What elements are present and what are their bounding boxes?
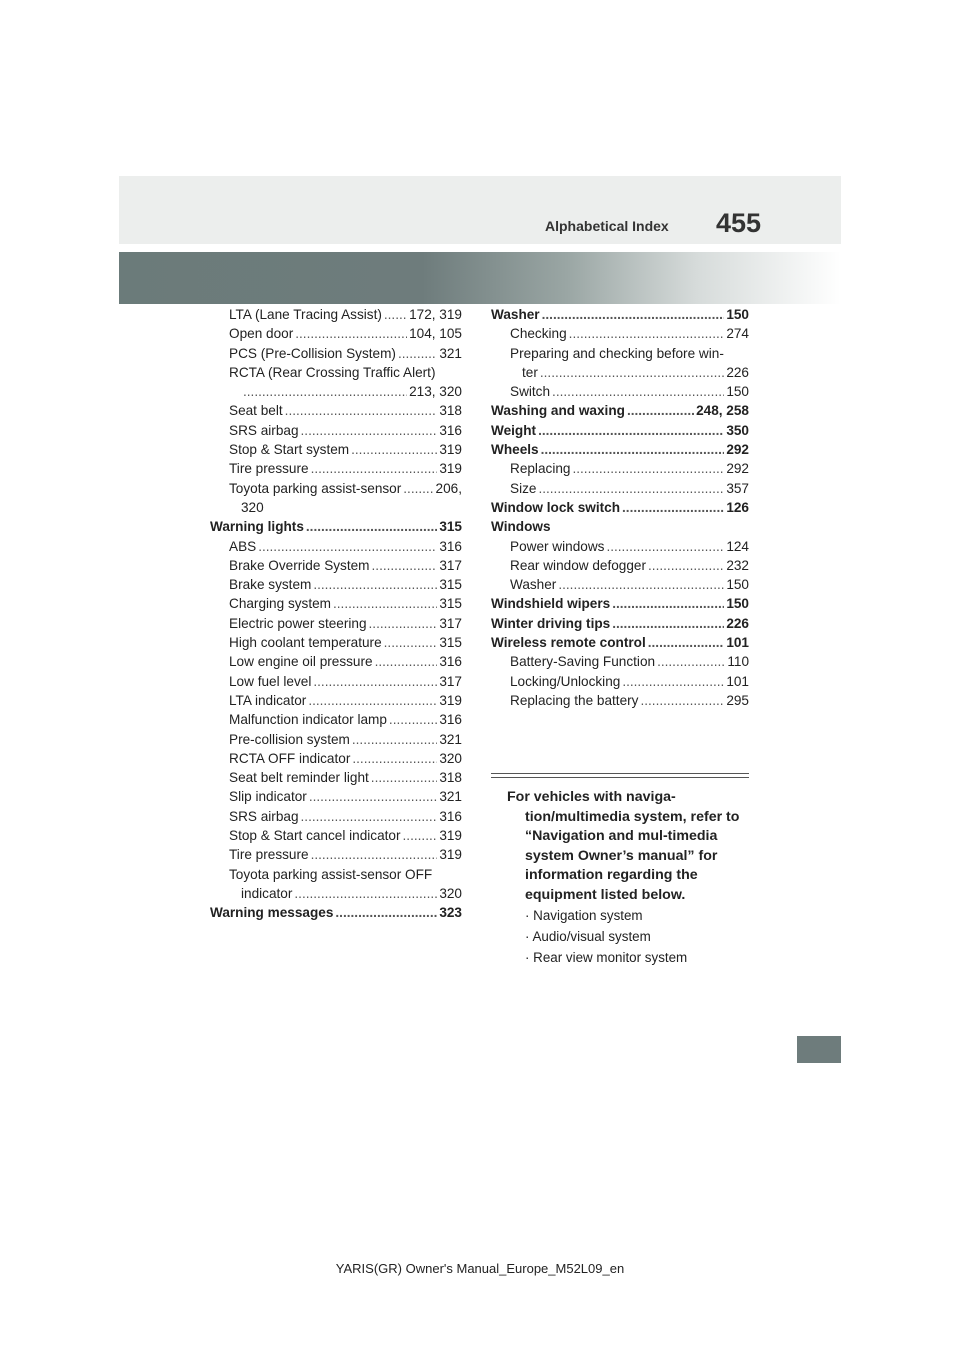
entry-page-ref: 150: [726, 307, 749, 322]
entry-label: Replacing: [510, 461, 571, 477]
entry-page-ref: 150: [726, 384, 749, 400]
leader-dots: [606, 537, 724, 556]
entry-page-ref: 321: [439, 731, 462, 747]
entry-label: Tire pressure: [229, 461, 309, 477]
leader-dots: [538, 479, 724, 498]
leader-dots: [301, 421, 438, 440]
entry-label: Locking/Unlocking: [510, 673, 621, 689]
leader-dots: [243, 382, 407, 401]
leader-dots: [541, 440, 725, 459]
entry-label: Toyota parking assist-sensor: [229, 480, 402, 496]
index-column-left: [210, 305, 462, 923]
entry-label: ter: [522, 364, 538, 380]
leader-dots: [569, 324, 725, 343]
index-entry: [210, 575, 462, 594]
index-heading: Windows: [491, 519, 551, 535]
index-entry-text: 320: [241, 499, 264, 515]
index-entry: [210, 537, 462, 556]
entry-label: Washer: [510, 577, 557, 593]
index-entry: [210, 421, 462, 440]
entry-page-ref: 315: [439, 596, 462, 612]
entry-label: Wheels: [491, 442, 539, 458]
index-entry: [210, 845, 462, 864]
entry-label: Warning lights: [210, 519, 304, 535]
entry-page-ref: 126: [726, 499, 749, 515]
index-entry: [491, 459, 749, 478]
entry-page-ref: 316: [439, 422, 462, 438]
leader-dots: [648, 633, 725, 652]
leader-dots: [308, 691, 437, 710]
index-heading: [210, 517, 462, 536]
leader-dots: [572, 459, 724, 478]
note-list-item: · Navigation system: [525, 908, 643, 923]
note-list-item: · Audio/visual system: [525, 929, 651, 944]
header-gradient-band: [119, 252, 841, 304]
index-entry: [210, 691, 462, 710]
index-entry: [210, 884, 462, 903]
leader-dots: [542, 305, 725, 324]
index-entry: [210, 652, 462, 671]
entry-label: Washing and waxing: [491, 403, 625, 419]
entry-label: Seat belt: [229, 403, 283, 419]
index-entry: [210, 614, 462, 633]
index-entry: [210, 807, 462, 826]
index-entry: [491, 537, 749, 556]
entry-label: LTA (Lane Tracing Assist): [229, 307, 382, 322]
index-heading: [491, 498, 749, 517]
leader-dots: [311, 845, 438, 864]
leader-dots: [313, 575, 437, 594]
leader-dots: [657, 652, 725, 671]
index-entry: [210, 382, 462, 401]
index-heading: [491, 594, 749, 613]
entry-page-ref: 172, 319: [409, 307, 462, 322]
entry-label: Charging system: [229, 596, 331, 612]
entry-label: Window lock switch: [491, 499, 621, 515]
entry-label: LTA indicator: [229, 692, 307, 708]
leader-dots: [295, 324, 407, 343]
entry-label: Rear window defogger: [510, 557, 647, 573]
entry-label: ABS: [229, 538, 257, 554]
entry-label: Open door: [229, 326, 294, 342]
entry-page-ref: 323: [439, 905, 462, 921]
entry-page-ref: 316: [439, 712, 462, 728]
index-entry: [210, 768, 462, 787]
leader-dots: [389, 710, 437, 729]
entry-label: Seat belt reminder light: [229, 770, 369, 786]
leader-dots: [612, 594, 724, 613]
section-title: Alphabetical Index: [545, 218, 669, 234]
entry-label: SRS airbag: [229, 422, 299, 438]
entry-label: Power windows: [510, 538, 605, 554]
leader-dots: [552, 382, 724, 401]
entry-page-ref: 315: [439, 635, 462, 651]
entry-label: Pre-collision system: [229, 731, 350, 747]
index-entry: [210, 344, 462, 363]
leader-dots: [622, 498, 724, 517]
entry-page-ref: 319: [439, 461, 462, 477]
index-entry: [491, 691, 749, 710]
entry-label: Low fuel level: [229, 673, 312, 689]
leader-dots: [372, 556, 438, 575]
note-list-item: · Rear view monitor system: [525, 950, 688, 965]
entry-label: Malfunction indicator lamp: [229, 712, 387, 728]
entry-label: Weight: [491, 422, 537, 438]
entry-page-ref: 292: [726, 442, 749, 458]
footer-manual-id: YARIS(GR) Owner's Manual_Europe_M52L09_en: [335, 1261, 625, 1276]
page-number: 455: [716, 208, 762, 238]
leader-dots: [384, 305, 407, 324]
note-heading: For vehicles with naviga-tion/multimedia system, refer to “Navigation and mul-timedia system Owner’s manual” for information regarding the equipment listed below.: [507, 789, 740, 903]
entry-page-ref: 320: [439, 750, 462, 766]
entry-page-ref: 213, 320: [409, 384, 462, 400]
index-entry: [210, 459, 462, 478]
leader-dots: [352, 730, 437, 749]
entry-label: RCTA OFF indicator: [229, 750, 351, 766]
leader-dots: [333, 594, 437, 613]
index-entry: [210, 633, 462, 652]
entry-page-ref: 315: [439, 519, 462, 535]
leader-dots: [309, 787, 437, 806]
index-entry: [210, 672, 462, 691]
entry-page-ref: 320: [439, 885, 462, 901]
entry-label: Windshield wipers: [491, 596, 611, 612]
entry-page-ref: 295: [726, 692, 749, 708]
index-entry: [210, 305, 462, 324]
entry-label: Warning messages: [210, 905, 334, 921]
entry-label: Stop & Start system: [229, 442, 350, 458]
entry-page-ref: 101: [726, 635, 749, 651]
index-entry: [210, 787, 462, 806]
index-entry: [210, 710, 462, 729]
entry-page-ref: 206,: [435, 480, 462, 496]
entry-page-ref: 321: [439, 789, 462, 805]
index-column-right: [491, 305, 749, 710]
leader-dots: [384, 633, 438, 652]
index-entry: [210, 324, 462, 343]
index-entry: [491, 324, 749, 343]
index-heading: [491, 614, 749, 633]
leader-dots: [612, 614, 724, 633]
entry-page-ref: 316: [439, 538, 462, 554]
entry-label: PCS (Pre-Collision System): [229, 345, 396, 361]
entry-page-ref: 101: [726, 673, 749, 689]
entry-page-ref: 274: [726, 326, 749, 342]
entry-label: Switch: [510, 384, 551, 400]
index-entry: [491, 672, 749, 691]
leader-dots: [285, 401, 438, 420]
leader-dots: [398, 344, 437, 363]
entry-page-ref: 321: [439, 345, 462, 361]
leader-dots: [371, 768, 438, 787]
index-entry: [210, 440, 462, 459]
leader-dots: [306, 517, 437, 536]
entry-label: Brake system: [229, 577, 312, 593]
entry-label: Washer: [491, 307, 540, 322]
index-entry-text: RCTA (Rear Crossing Traffic Alert): [229, 364, 436, 380]
entry-page-ref: 315: [439, 577, 462, 593]
entry-label: Electric power steering: [229, 615, 367, 631]
entry-label: Wireless remote control: [491, 635, 646, 651]
entry-page-ref: 319: [439, 692, 462, 708]
entry-page-ref: 350: [726, 422, 749, 438]
entry-page-ref: 232: [726, 557, 749, 573]
leader-dots: [558, 575, 724, 594]
leader-dots: [627, 401, 694, 420]
index-entry: [491, 363, 749, 382]
entry-page-ref: 226: [726, 364, 749, 380]
entry-label: Checking: [510, 326, 567, 342]
entry-page-ref: 317: [439, 615, 462, 631]
entry-page-ref: 104, 105: [409, 326, 462, 342]
entry-page-ref: 124: [726, 538, 749, 554]
entry-page-ref: 319: [439, 828, 462, 844]
entry-page-ref: 318: [439, 403, 462, 419]
entry-page-ref: 316: [439, 654, 462, 670]
leader-dots: [352, 749, 437, 768]
leader-dots: [540, 363, 724, 382]
entry-page-ref: 357: [726, 480, 749, 496]
entry-page-ref: 317: [439, 673, 462, 689]
thumb-index-tab: [797, 1036, 841, 1063]
index-entry: [491, 652, 749, 671]
index-entry: [491, 556, 749, 575]
entry-label: Size: [510, 480, 537, 496]
index-entry-text: Preparing and checking before win-: [510, 345, 724, 361]
index-entry-text: Toyota parking assist-sensor OFF: [229, 866, 433, 882]
entry-page-ref: 292: [726, 461, 749, 477]
entry-page-ref: 319: [439, 442, 462, 458]
multimedia-note: [507, 788, 752, 968]
entry-page-ref: 319: [439, 847, 462, 863]
leader-dots: [335, 903, 437, 922]
entry-label: Battery-Saving Function: [510, 654, 656, 670]
index-entry: [491, 479, 749, 498]
index-heading: [491, 440, 749, 459]
entry-label: Brake Override System: [229, 557, 370, 573]
index-heading: [210, 903, 462, 922]
index-heading: [491, 421, 749, 440]
entry-label: Tire pressure: [229, 847, 309, 863]
leader-dots: [294, 884, 437, 903]
index-entry: [210, 826, 462, 845]
entry-label: indicator: [241, 885, 293, 901]
note-divider-top: [491, 773, 749, 774]
leader-dots: [403, 826, 438, 845]
entry-page-ref: 316: [439, 808, 462, 824]
leader-dots: [311, 459, 438, 478]
index-entry: [210, 730, 462, 749]
leader-dots: [258, 537, 437, 556]
note-items: [507, 905, 752, 968]
index-entry: [210, 479, 462, 498]
entry-label: Stop & Start cancel indicator: [229, 828, 401, 844]
leader-dots: [351, 440, 437, 459]
leader-dots: [538, 421, 724, 440]
index-heading: [491, 305, 749, 324]
entry-page-ref: 248, 258: [696, 403, 749, 419]
entry-page-ref: 150: [726, 577, 749, 593]
entry-page-ref: 110: [727, 654, 749, 670]
entry-label: Replacing the battery: [510, 692, 639, 708]
entry-label: Slip indicator: [229, 789, 307, 805]
index-entry: [210, 556, 462, 575]
entry-page-ref: 317: [439, 557, 462, 573]
entry-label: SRS airbag: [229, 808, 299, 824]
leader-dots: [375, 652, 438, 671]
leader-dots: [622, 672, 724, 691]
leader-dots: [640, 691, 724, 710]
index-heading: [491, 401, 749, 420]
leader-dots: [648, 556, 724, 575]
index-entry: [491, 575, 749, 594]
entry-page-ref: 226: [726, 615, 749, 631]
entry-label: High coolant temperature: [229, 635, 382, 651]
index-entry: [210, 401, 462, 420]
index-heading: [491, 633, 749, 652]
leader-dots: [403, 479, 433, 498]
entry-page-ref: 318: [439, 770, 462, 786]
leader-dots: [313, 672, 437, 691]
entry-label: Winter driving tips: [491, 615, 611, 631]
index-entry: [210, 749, 462, 768]
entry-page-ref: 150: [726, 596, 749, 612]
note-divider-bottom: [491, 777, 749, 778]
leader-dots: [369, 614, 438, 633]
entry-label: Low engine oil pressure: [229, 654, 373, 670]
index-entry: [491, 382, 749, 401]
leader-dots: [301, 807, 438, 826]
index-entry: [210, 594, 462, 613]
